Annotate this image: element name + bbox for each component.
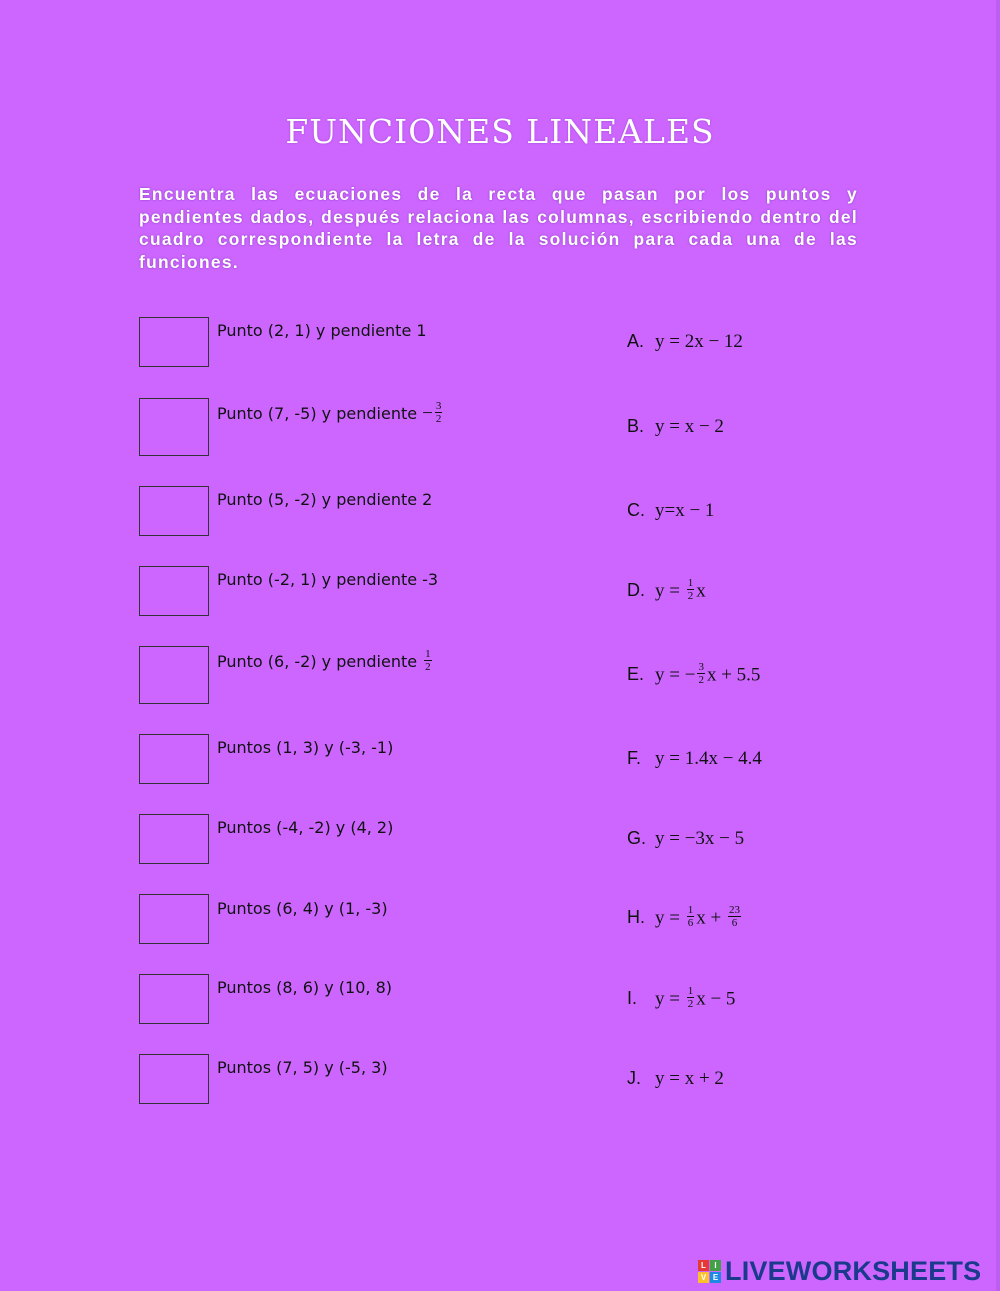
logo-text: LIVEWORKSHEETS <box>725 1255 982 1286</box>
fraction: $\frac{23}{6}$ <box>728 904 740 929</box>
answer-a: A. y = 2x − 12 <box>627 331 743 352</box>
logo-tile: L <box>698 1260 709 1271</box>
answer-c: C. y=x − 1 <box>627 500 715 521</box>
answer-box-7[interactable] <box>139 814 209 864</box>
fraction: $\frac{1}{2}$ <box>687 577 694 602</box>
fraction: $\frac{1}{2}$ <box>425 648 431 673</box>
prompt-5: Punto (6, -2) y pendiente $\frac{1}{2}$ <box>217 648 431 673</box>
page-edge <box>996 0 1000 1291</box>
answer-box-5[interactable] <box>139 646 209 704</box>
fraction: $\frac{3}{2}$ <box>698 661 704 686</box>
prompt-1: Punto (2, 1) y pendiente 1 <box>217 321 427 340</box>
answer-box-9[interactable] <box>139 974 209 1024</box>
prompt-4: Punto (-2, 1) y pendiente -3 <box>217 570 439 589</box>
prompt-10: Puntos (7, 5) y (-5, 3) <box>217 1058 388 1077</box>
liveworksheets-logo <box>698 1257 981 1285</box>
logo-mark-icon <box>698 1260 721 1283</box>
fraction: $\frac{1}{2}$ <box>687 985 694 1010</box>
answer-g: G. y = −3x − 5 <box>627 828 745 849</box>
answer-box-6[interactable] <box>139 734 209 784</box>
answer-box-8[interactable] <box>139 894 209 944</box>
prompt-8: Puntos (6, 4) y (1, -3) <box>217 899 388 918</box>
answer-i: I. y = $\frac{1}{2}$ x − 5 <box>627 985 736 1010</box>
answer-box-3[interactable] <box>139 486 209 536</box>
answer-box-1[interactable] <box>139 317 209 367</box>
answer-e: E. y = − $\frac{3}{2}$ x + 5.5 <box>627 661 761 686</box>
prompt-6: Puntos (1, 3) y (-3, -1) <box>217 738 394 757</box>
prompt-2: Punto (7, -5) y pendiente − $\frac{3}{2}$ <box>217 400 442 425</box>
answer-j: J. y = x + 2 <box>627 1068 724 1089</box>
prompt-3: Punto (5, -2) y pendiente 2 <box>217 490 433 509</box>
prompt-7: Puntos (-4, -2) y (4, 2) <box>217 818 394 837</box>
answer-h: H. y = $\frac{1}{6}$ x + $\frac{23}{6}$ <box>627 904 740 929</box>
fraction: $\frac{3}{2}$ <box>435 400 442 425</box>
answer-d: D. y = $\frac{1}{2}$ x <box>627 577 706 602</box>
prompt-9: Puntos (8, 6) y (10, 8) <box>217 978 392 997</box>
answer-box-10[interactable] <box>139 1054 209 1104</box>
logo-tile: V <box>698 1272 709 1283</box>
answer-box-2[interactable] <box>139 398 209 456</box>
logo-tile: I <box>710 1260 721 1271</box>
page-title: FUNCIONES LINEALES <box>285 112 715 151</box>
fraction: $\frac{1}{6}$ <box>687 904 694 929</box>
answer-b: B. y = x − 2 <box>627 416 724 437</box>
instructions: Encuentra las ecuaciones de la recta que pasan por los puntos y pendientes dados, después relaciona las columnas, escribiendo dentro del cuadro correspondiente la letra de la solución para cada una de las funciones. <box>139 184 858 272</box>
logo-tile: E <box>710 1272 721 1283</box>
answer-box-4[interactable] <box>139 566 209 616</box>
answer-f: F. y = 1.4x − 4.4 <box>627 748 762 769</box>
